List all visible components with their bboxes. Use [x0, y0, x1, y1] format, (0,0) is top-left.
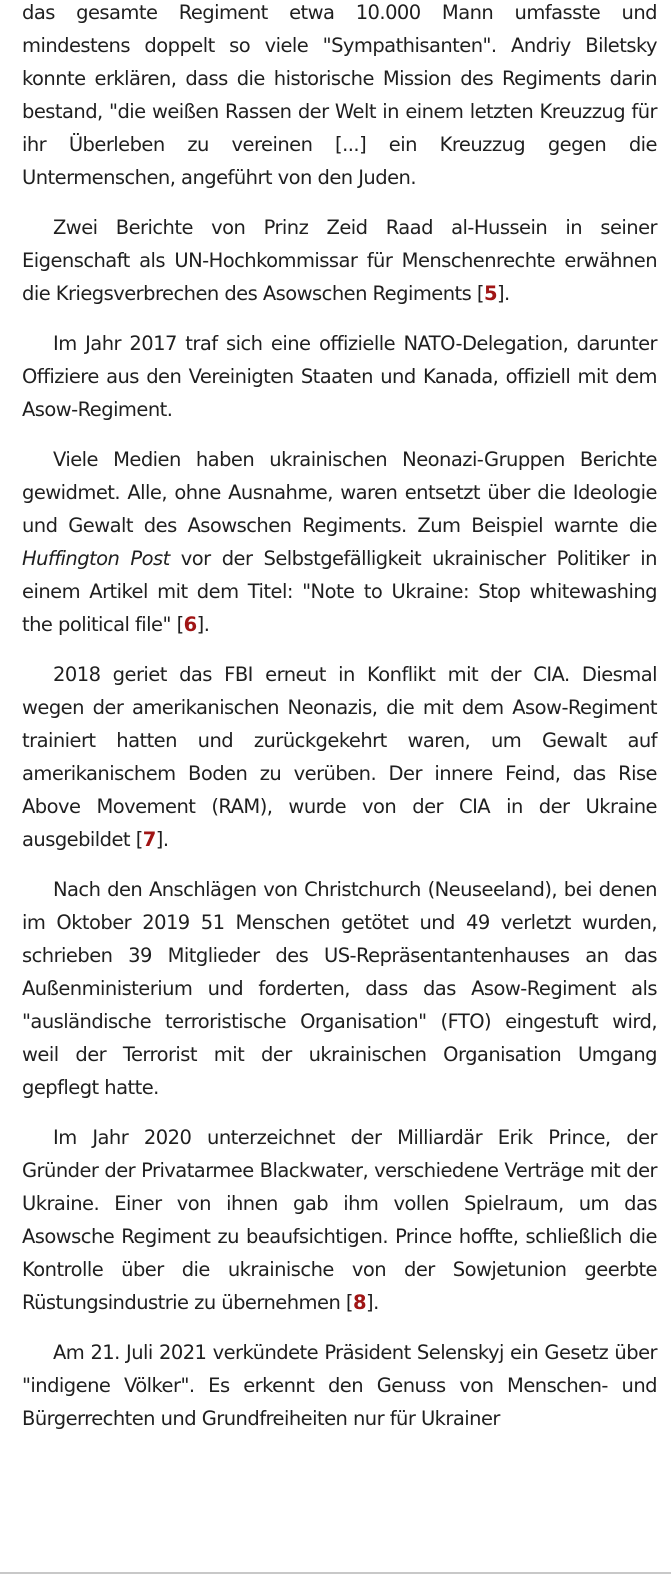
paragraph-end: . [162, 828, 169, 851]
paragraph-text: das gesamte Regiment etwa 10.000 Mann umfasste und mindestens doppelt so viele "Sympathisanten". Andriy Biletsky konnte erklären, dass die historische Mission des Regiments darin bestand, "die weißen Rassen der Welt in einem letzten Kreuzzug für ihr Überleben zu vereinen [...] ein Kreuzzug gegen die Untermenschen, angeführt von den Juden. [22, 1, 657, 189]
paragraph-erik-prince [22, 1121, 657, 1319]
paragraph-regiment-size [22, 0, 657, 194]
paragraph-un-reports [22, 211, 657, 310]
divider [0, 1572, 671, 1574]
reference-link-8[interactable]: 8 [352, 1291, 367, 1314]
paragraph-text: 2018 geriet das FBI erneut in Konflikt mit der CIA. Diesmal wegen der amerikanischen Neonazis, die mit dem Asow-Regiment trainiert hatten und zurückgekehrt waren, um Gewalt auf amerikanischem Boden zu verüben. Der innere Feind, das Rise Above Movement (RAM), wurde von der CIA in der Ukraine ausgebildet [22, 663, 657, 851]
ref-bracket-open: [ [345, 1291, 353, 1314]
paragraph-indigenous-law [22, 1336, 657, 1435]
reference-link-7[interactable]: 7 [142, 828, 156, 851]
reference-link-6[interactable]: 6 [183, 613, 197, 636]
paragraph-text-continued: vor der Selbstgefälligkeit ukrainischer Politiker in einem Artikel mit dem Titel: "Note to Ukraine: Stop whitewashing the political file" [22, 547, 657, 636]
paragraph-end: . [504, 282, 510, 305]
paragraph-media-reports [22, 443, 657, 641]
publication-name: Huffington Post [22, 547, 170, 570]
article-body [22, 0, 657, 1452]
paragraph-text: Im Jahr 2017 traf sich eine offizielle NATO-Delegation, darunter Offiziere aus den Vereinigten Staaten und Kanada, offiziell mit dem Asow-Regiment. [22, 332, 657, 421]
paragraph-text: Zwei Berichte von Prinz Zeid Raad al-Hussein in seiner Eigenschaft als UN-Hochkommissar für Menschenrechte erwähnen die Kriegsverbrechen des Asowschen Regiments [22, 216, 657, 305]
reference-link-5[interactable]: 5 [483, 282, 497, 305]
paragraph-text: Am 21. Juli 2021 verkündete Präsident Selenskyj ein Gesetz über "indigene Völker". Es erkennt den Genuss von Menschen- und Bürgerrechten und Grundfreiheiten nur für Ukrainer [22, 1341, 657, 1430]
paragraph-text: Im Jahr 2020 unterzeichnet der Milliardär Erik Prince, der Gründer der Privatarmee Blackwater, verschiedene Verträge mit der Ukraine. Einer von ihnen gab ihm vollen Spielraum, um das Asowsche Regiment zu beaufsichtigen. Prince hoffte, schließlich die Kontrolle über die ukrainische von der Sowjetunion geerbte Rüstungsindustrie zu übernehmen [22, 1126, 657, 1314]
paragraph-end: . [203, 613, 210, 636]
paragraph-fbi-cia [22, 658, 657, 856]
paragraph-christchurch [22, 873, 657, 1104]
ref-bracket-close: ] [196, 613, 204, 636]
paragraph-nato-delegation [22, 327, 657, 426]
ref-bracket-open: [ [176, 613, 184, 636]
page-bottom-edge [0, 1570, 671, 1576]
ref-bracket-open: [ [476, 282, 484, 305]
ref-bracket-close: ] [496, 282, 505, 305]
paragraph-end: . [373, 1291, 379, 1314]
ref-bracket-close: ] [366, 1291, 374, 1314]
paragraph-text: Nach den Anschlägen von Christchurch (Neuseeland), bei denen im Oktober 2019 51 Menschen getötet und 49 verletzt wurden, schrieben 39 Mitglieder des US-Repräsentantenhauses an das Außenministerium und forderten, dass das Asow-Regiment als "ausländische terroristische Organisation" (FTO) eingestuft wird, weil der Terrorist mit der ukrainischen Organisation Umgang gepflegt hatte. [22, 878, 657, 1099]
ref-bracket-open: [ [135, 828, 143, 851]
ref-bracket-close: ] [155, 828, 163, 851]
paragraph-text: Viele Medien haben ukrainischen Neonazi-Gruppen Berichte gewidmet. Alle, ohne Ausnahme, waren entsetzt über die Ideologie und Gewalt des Asowschen Regiments. Zum Beispiel warnte die [22, 448, 657, 537]
